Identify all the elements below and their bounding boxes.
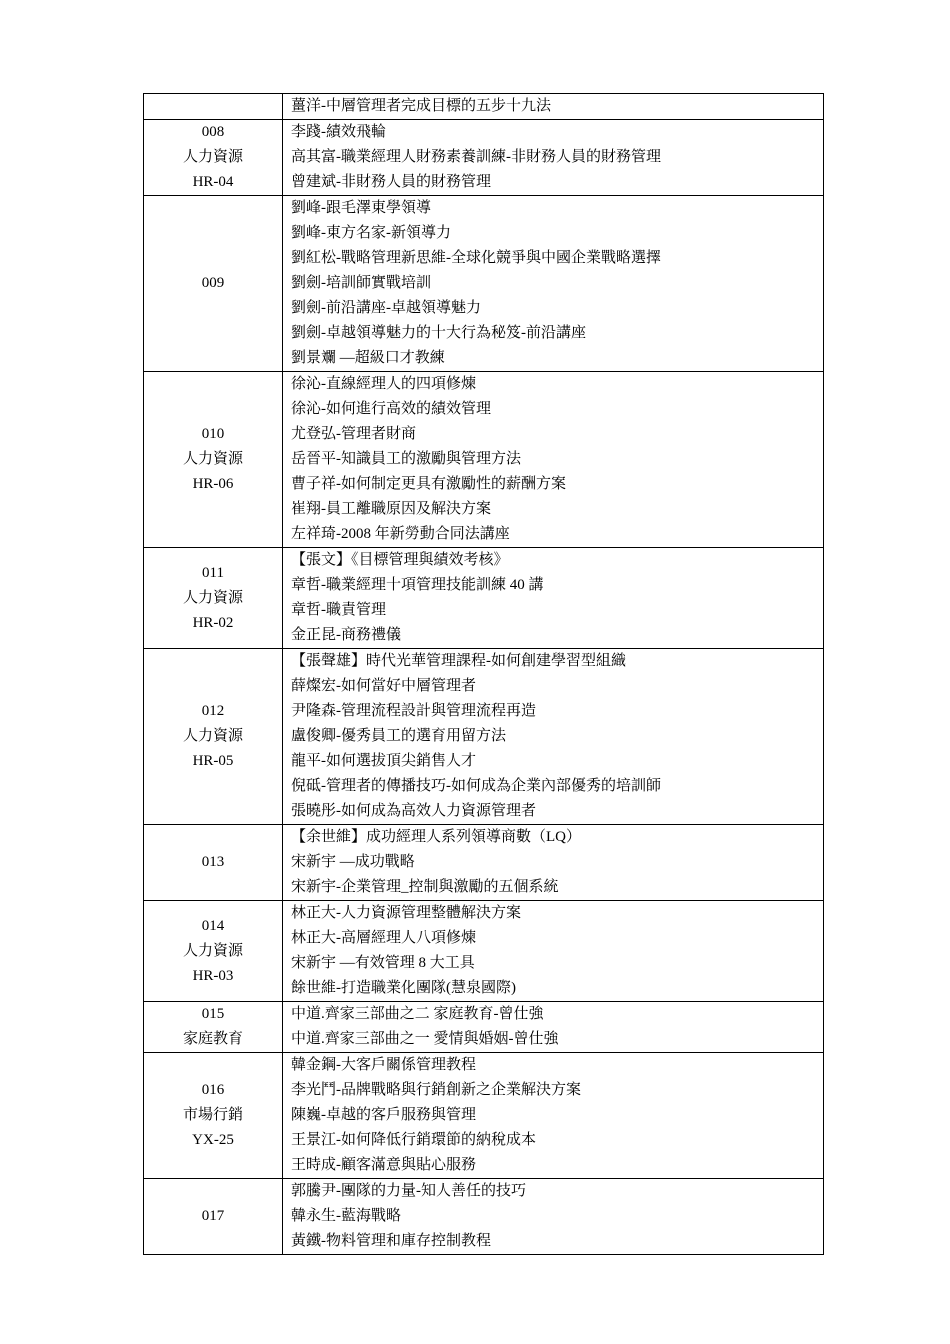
course-title: 薛燦宏-如何當好中層管理者 (291, 678, 476, 694)
course-number: 008 (201, 124, 225, 140)
course-category: HR-06 (192, 476, 234, 492)
course-category: HR-04 (192, 174, 234, 190)
course-title: 尹隆森-管理流程設計與管理流程再造 (291, 703, 536, 719)
table-row (144, 1053, 824, 1179)
course-title: 高其富-職業經理人財務素養訓練-非財務人員的財務管理 (291, 149, 661, 165)
course-category: 人力資源 (182, 149, 243, 165)
course-title: 餘世維-打造職業化團隊(慧泉國際) (291, 980, 516, 996)
course-items-cell (283, 1179, 824, 1255)
course-category: HR-03 (192, 967, 234, 984)
course-title: 林正大-高層經理人八項修煉 (291, 930, 476, 946)
course-code-cell (144, 548, 283, 649)
table-row (144, 901, 824, 1002)
course-category: HR-05 (192, 753, 234, 769)
table-row (144, 825, 824, 901)
course-title: 劉景斕 —超級口才教練 (291, 350, 445, 366)
course-items-cell (283, 372, 824, 548)
course-title: 宋新宇 —有效管理 8 大工具 (291, 955, 475, 971)
course-code-cell (144, 94, 283, 120)
course-title: 曾建斌-非財務人員的財務管理 (291, 174, 491, 190)
course-code-cell (144, 825, 283, 901)
course-category: 人力資源 (182, 451, 243, 467)
course-title: 薑洋-中層管理者完成目標的五步十九法 (291, 98, 551, 114)
course-category: HR-02 (192, 614, 234, 631)
course-code-cell (144, 120, 283, 196)
course-title: 王時成-顧客滿意與貼心服務 (291, 1157, 476, 1173)
course-title: 倪砥-管理者的傳播技巧-如何成為企業內部優秀的培訓師 (291, 778, 661, 794)
course-title: 龍平-如何選拔頂尖銷售人才 (291, 753, 476, 769)
table-row (144, 196, 824, 372)
course-number: 017 (201, 1208, 225, 1224)
course-items-cell (283, 120, 824, 196)
course-title: 宋新宇-企業管理_控制與激勵的五個系統 (291, 879, 559, 895)
course-title: 宋新宇 —成功戰略 (291, 854, 415, 870)
course-title: 陳巍-卓越的客戶服務與管理 (291, 1107, 476, 1123)
course-code-cell (144, 1179, 283, 1255)
course-title: 【張聲雄】時代光華管理課程-如何創建學習型組織 (291, 653, 626, 669)
course-number: 009 (201, 275, 225, 291)
course-title: 劉紅松-戰略管理新思維-全球化競爭與中國企業戰略選擇 (291, 250, 661, 266)
course-title: 黃鐵-物料管理和庫存控制教程 (291, 1233, 491, 1249)
course-title: 李光鬥-品牌戰略與行銷創新之企業解決方案 (291, 1082, 581, 1098)
course-title: 劉劍-卓越領導魅力的十大行為秘笈-前沿講座 (291, 325, 586, 341)
course-title: 徐沁-如何進行高效的績效管理 (291, 401, 491, 417)
course-title: 郭騰尹-團隊的力量-知人善任的技巧 (291, 1183, 526, 1199)
course-title: 左祥琦-2008 年新勞動合同法講座 (291, 526, 510, 542)
course-items-cell (283, 94, 824, 120)
course-title: 【余世維】成功經理人系列領導商數（LQ） (291, 829, 581, 845)
course-items-cell (283, 548, 824, 649)
course-category: 家庭教育 (182, 1031, 243, 1047)
course-code-cell (144, 649, 283, 825)
table-row (144, 1179, 824, 1255)
course-title: 曹子祥-如何制定更具有激勵性的薪酬方案 (291, 476, 566, 492)
course-number: 012 (201, 703, 225, 719)
course-category: 人力資源 (182, 728, 243, 744)
course-items-cell (283, 649, 824, 825)
course-title: 尤登弘-管理者財商 (291, 426, 416, 442)
course-category: 人力資源 (182, 589, 243, 606)
course-title: 章哲-職業經理十項管理技能訓練 40 講 (291, 577, 544, 593)
course-catalog-table (143, 93, 824, 1255)
course-items-cell (283, 196, 824, 372)
catalog-body (144, 94, 824, 1255)
table-row (144, 372, 824, 548)
course-items-cell (283, 1002, 824, 1053)
course-code-cell (144, 372, 283, 548)
course-title: 劉峰-跟毛澤東學領導 (291, 200, 431, 216)
course-code-cell (144, 1002, 283, 1053)
course-title: 劉峰-東方名家-新領導力 (291, 225, 451, 241)
course-title: 李踐-績效飛輪 (291, 124, 386, 140)
course-title: 中道.齊家三部曲之一 愛情與婚姻-曾仕強 (291, 1031, 559, 1047)
course-category: 人力資源 (182, 942, 243, 959)
course-title: 劉劍-前沿講座-卓越領導魅力 (291, 300, 481, 316)
course-code-cell (144, 1053, 283, 1179)
course-code-cell (144, 901, 283, 1002)
table-row (144, 94, 824, 120)
table-row (144, 120, 824, 196)
course-number: 011 (202, 564, 224, 581)
course-number: 016 (201, 1082, 225, 1098)
course-title: 章哲-職責管理 (291, 602, 386, 618)
table-row (144, 1002, 824, 1053)
course-title: 盧俊卿-優秀員工的選育用留方法 (291, 728, 506, 744)
course-title: 徐沁-直線經理人的四項修煉 (291, 376, 476, 392)
table-row (144, 548, 824, 649)
course-title: 劉劍-培訓師實戰培訓 (291, 275, 431, 291)
course-items-cell (283, 1053, 824, 1179)
table-row (144, 649, 824, 825)
course-category: 市場行銷 (182, 1107, 243, 1123)
course-title: 中道.齊家三部曲之二 家庭教育-曾仕強 (291, 1006, 544, 1022)
course-title: 韓永生-藍海戰略 (291, 1208, 401, 1224)
course-number: 014 (201, 917, 225, 934)
course-number: 015 (201, 1006, 225, 1022)
course-title: 王景江-如何降低行銷環節的納稅成本 (291, 1132, 536, 1148)
course-number: 010 (201, 426, 225, 442)
course-items-cell (283, 901, 824, 1002)
course-title: 【張文】《目標管理與績效考核》 (291, 552, 509, 568)
course-number: 013 (201, 854, 225, 870)
course-title: 崔翔-員工離職原因及解決方案 (291, 501, 491, 517)
course-items-cell (283, 825, 824, 901)
course-title: 韓金鋼-大客戶關係管理教程 (291, 1057, 476, 1073)
course-code-cell (144, 196, 283, 372)
course-title: 林正大-人力資源管理整體解決方案 (291, 905, 521, 921)
course-title: 岳晉平-知識員工的激勵與管理方法 (291, 451, 521, 467)
course-title: 金正昆-商務禮儀 (291, 627, 401, 643)
course-title: 張曉彤-如何成為高效人力資源管理者 (291, 803, 536, 819)
course-category: YX-25 (192, 1132, 234, 1148)
